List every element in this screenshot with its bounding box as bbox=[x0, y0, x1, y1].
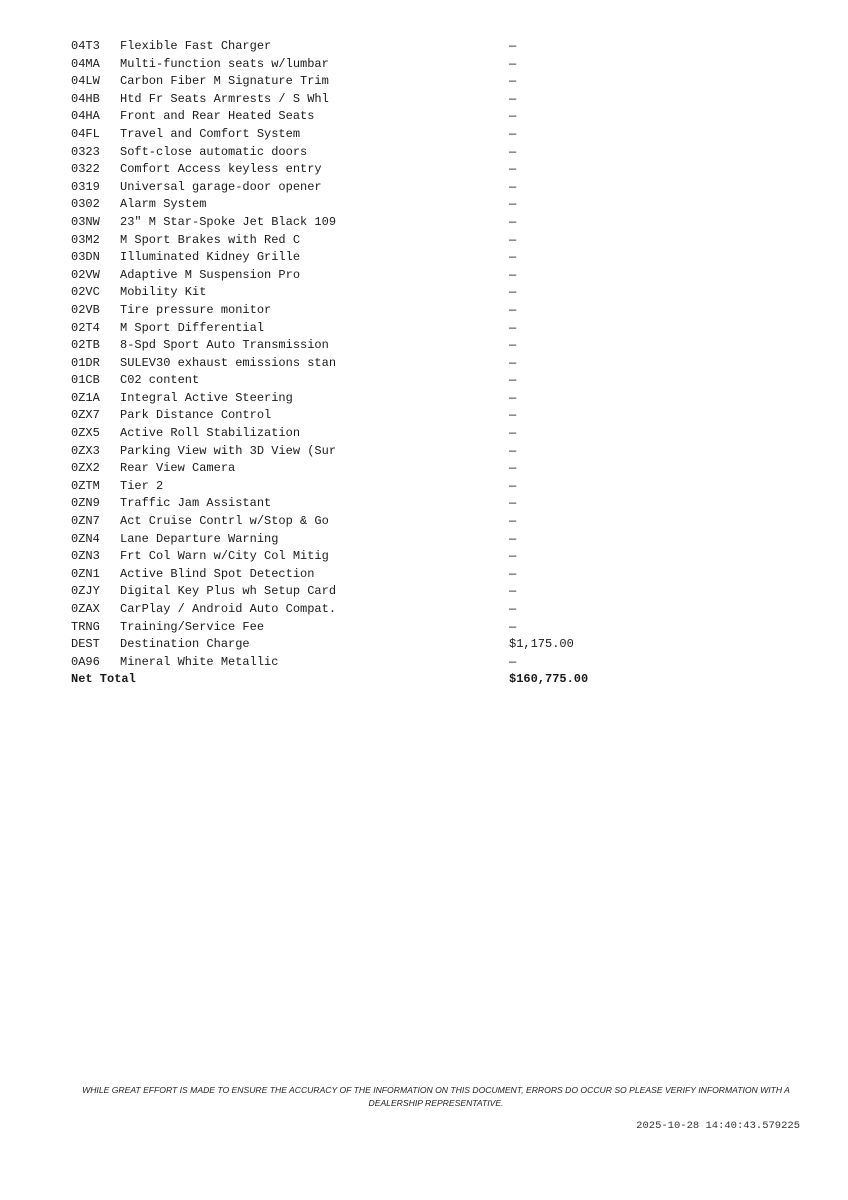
option-price: — bbox=[509, 355, 517, 370]
option-code: 02VB bbox=[71, 302, 100, 317]
option-description: M Sport Differential bbox=[120, 320, 265, 335]
option-code: 02VW bbox=[71, 267, 100, 282]
options-table bbox=[71, 38, 631, 689]
option-row bbox=[71, 232, 631, 250]
option-description: Act Cruise Contrl w/Stop & Go bbox=[120, 514, 329, 529]
option-code: 02VC bbox=[71, 285, 100, 300]
option-code: 02TB bbox=[71, 338, 100, 353]
option-row bbox=[71, 425, 631, 443]
option-code: TRNG bbox=[71, 619, 100, 634]
options-table-body bbox=[71, 38, 631, 671]
option-description: 8-Spd Sport Auto Transmission bbox=[120, 338, 329, 353]
option-row bbox=[71, 38, 631, 56]
option-price: — bbox=[509, 267, 517, 282]
option-code: DEST bbox=[71, 637, 100, 652]
option-price: — bbox=[509, 408, 517, 423]
option-description: M Sport Brakes with Red C bbox=[120, 232, 301, 247]
option-price: — bbox=[509, 197, 517, 212]
option-row bbox=[71, 601, 631, 619]
option-price: — bbox=[509, 443, 517, 458]
option-price: $1,175.00 bbox=[509, 637, 574, 652]
option-row bbox=[71, 390, 631, 408]
option-price: — bbox=[509, 39, 517, 53]
option-description: Adaptive M Suspension Pro bbox=[120, 267, 301, 282]
option-row bbox=[71, 179, 631, 197]
option-code: 04FL bbox=[71, 126, 100, 141]
print-timestamp: 2025-10-28 14:40:43.579225 bbox=[636, 1120, 800, 1132]
option-description: Park Distance Control bbox=[120, 408, 272, 423]
option-code: 0ZX7 bbox=[71, 408, 100, 423]
option-code: 0Z1A bbox=[71, 390, 100, 405]
option-description: Rear View Camera bbox=[120, 461, 236, 476]
option-price: — bbox=[509, 74, 517, 89]
option-description: Parking View with 3D View (Sur bbox=[120, 443, 337, 458]
option-price: — bbox=[509, 549, 517, 564]
option-code: 0A96 bbox=[71, 654, 100, 669]
option-price: — bbox=[509, 619, 517, 634]
option-code: 04T3 bbox=[71, 39, 100, 53]
option-description: Mobility Kit bbox=[120, 285, 207, 300]
option-price: — bbox=[509, 461, 517, 476]
net-total-row bbox=[71, 671, 631, 689]
option-price: — bbox=[509, 390, 517, 405]
option-price: — bbox=[509, 109, 517, 124]
option-row bbox=[71, 91, 631, 109]
option-code: 0ZN4 bbox=[71, 531, 100, 546]
option-price: — bbox=[509, 338, 517, 353]
option-price: — bbox=[509, 531, 517, 546]
option-row bbox=[71, 302, 631, 320]
option-description: Illuminated Kidney Grille bbox=[120, 250, 301, 265]
option-row bbox=[71, 126, 631, 144]
option-row bbox=[71, 196, 631, 214]
option-price: — bbox=[509, 285, 517, 300]
option-price: — bbox=[509, 584, 517, 599]
option-row bbox=[71, 583, 631, 601]
option-row bbox=[71, 636, 631, 654]
option-description: Carbon Fiber M Signature Trim bbox=[120, 74, 329, 89]
option-price: — bbox=[509, 214, 517, 229]
option-row bbox=[71, 214, 631, 232]
option-description: Lane Departure Warning bbox=[120, 531, 279, 546]
option-code: 02T4 bbox=[71, 320, 100, 335]
option-row bbox=[71, 495, 631, 513]
option-code: 03NW bbox=[71, 214, 100, 229]
option-code: 01CB bbox=[71, 373, 100, 388]
option-description: CarPlay / Android Auto Compat. bbox=[120, 602, 337, 616]
option-row bbox=[71, 320, 631, 338]
option-row bbox=[71, 56, 631, 74]
option-row bbox=[71, 284, 631, 302]
option-price: — bbox=[509, 232, 517, 247]
option-price: — bbox=[509, 250, 517, 265]
option-row bbox=[71, 144, 631, 162]
option-price: — bbox=[509, 478, 517, 493]
option-row bbox=[71, 372, 631, 390]
option-code: 0323 bbox=[71, 144, 100, 159]
option-row bbox=[71, 249, 631, 267]
option-description: Tire pressure monitor bbox=[120, 302, 272, 317]
option-code: 0ZAX bbox=[71, 602, 100, 616]
net-total-label: Net Total bbox=[71, 672, 136, 687]
option-description: Flexible Fast Charger bbox=[120, 39, 272, 53]
option-price: — bbox=[509, 566, 517, 581]
option-code: 04MA bbox=[71, 56, 100, 71]
option-description: Destination Charge bbox=[120, 637, 250, 652]
option-row bbox=[71, 73, 631, 91]
option-description: Traffic Jam Assistant bbox=[120, 496, 272, 511]
option-description: Alarm System bbox=[120, 197, 207, 212]
option-description: Tier 2 bbox=[120, 478, 164, 493]
option-description: Frt Col Warn w/City Col Mitig bbox=[120, 549, 329, 564]
option-price: — bbox=[509, 426, 517, 441]
option-price: — bbox=[509, 56, 517, 71]
option-row bbox=[71, 443, 631, 461]
option-price: — bbox=[509, 126, 517, 141]
option-row bbox=[71, 619, 631, 637]
option-description: Active Blind Spot Detection bbox=[120, 566, 315, 581]
option-price: — bbox=[509, 654, 517, 669]
option-code: 0ZTM bbox=[71, 478, 100, 493]
option-price: — bbox=[509, 302, 517, 317]
option-code: 04HB bbox=[71, 91, 100, 106]
option-code: 03DN bbox=[71, 250, 100, 265]
option-price: — bbox=[509, 162, 517, 177]
option-description: Htd Fr Seats Armrests / S Whl bbox=[120, 91, 329, 106]
option-price: — bbox=[509, 320, 517, 335]
option-row bbox=[71, 337, 631, 355]
option-code: 04HA bbox=[71, 109, 100, 124]
option-row bbox=[71, 654, 631, 672]
option-row bbox=[71, 267, 631, 285]
option-row bbox=[71, 478, 631, 496]
option-description: 23" M Star-Spoke Jet Black 109 bbox=[120, 214, 337, 229]
option-code: 01DR bbox=[71, 355, 100, 370]
option-row bbox=[71, 548, 631, 566]
option-code: 04LW bbox=[71, 74, 100, 89]
option-row bbox=[71, 161, 631, 179]
option-price: — bbox=[509, 373, 517, 388]
option-description: Mineral White Metallic bbox=[120, 654, 279, 669]
option-row bbox=[71, 355, 631, 373]
option-code: 0ZX3 bbox=[71, 443, 100, 458]
option-code: 0ZN9 bbox=[71, 496, 100, 511]
option-price: — bbox=[509, 144, 517, 159]
option-description: C02 content bbox=[120, 373, 200, 388]
option-description: SULEV30 exhaust emissions stan bbox=[120, 355, 337, 370]
option-price: — bbox=[509, 91, 517, 106]
option-code: 0ZN3 bbox=[71, 549, 100, 564]
option-code: 0ZX2 bbox=[71, 461, 100, 476]
option-row bbox=[71, 460, 631, 478]
option-description: Front and Rear Heated Seats bbox=[120, 109, 315, 124]
option-row bbox=[71, 566, 631, 584]
option-row bbox=[71, 407, 631, 425]
option-row bbox=[71, 108, 631, 126]
option-row bbox=[71, 513, 631, 531]
option-code: 0ZN7 bbox=[71, 514, 100, 529]
option-description: Multi-function seats w/lumbar bbox=[120, 56, 329, 71]
option-code: 03M2 bbox=[71, 232, 100, 247]
option-description: Universal garage-door opener bbox=[120, 179, 322, 194]
option-description: Travel and Comfort System bbox=[120, 126, 301, 141]
option-description: Comfort Access keyless entry bbox=[120, 162, 322, 177]
net-total-value: $160,775.00 bbox=[509, 672, 589, 687]
option-price: — bbox=[509, 514, 517, 529]
option-description: Training/Service Fee bbox=[120, 619, 265, 634]
disclaimer-text: WHILE GREAT EFFORT IS MADE TO ENSURE THE ACCURACY OF THE INFORMATION ON THIS DOCUMENT, ERRORS DO OCCUR SO PLEASE VERIFY INFORMATION WITH A DEALERSHIP REPRESENTATIVE. bbox=[82, 1085, 790, 1108]
option-description: Integral Active Steering bbox=[120, 390, 293, 405]
option-code: 0ZN1 bbox=[71, 566, 100, 581]
option-price: — bbox=[509, 179, 517, 194]
option-price: — bbox=[509, 602, 517, 616]
option-code: 0322 bbox=[71, 162, 100, 177]
option-code: 0319 bbox=[71, 179, 100, 194]
option-code: 0ZX5 bbox=[71, 426, 100, 441]
option-code: 0ZJY bbox=[71, 584, 100, 599]
option-row bbox=[71, 531, 631, 549]
option-price: — bbox=[509, 496, 517, 511]
option-description: Digital Key Plus wh Setup Card bbox=[120, 584, 337, 599]
option-code: 0302 bbox=[71, 197, 100, 212]
option-description: Active Roll Stabilization bbox=[120, 426, 301, 441]
option-description: Soft-close automatic doors bbox=[120, 144, 308, 159]
